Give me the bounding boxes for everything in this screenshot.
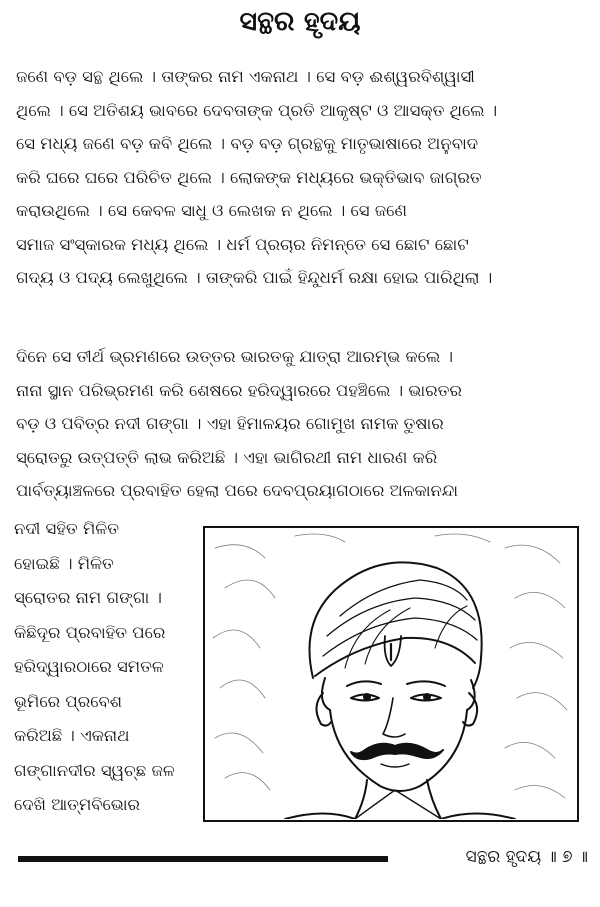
paragraph-line: ନାନା ସ୍ଥାନ ପରିଭ୍ରମଣ କରି ଶେଷରେ ହରିଦ୍ୱାରରେ ପହଞ୍ଚିଲେ । ଭାରତର <box>16 380 462 400</box>
paragraph-line: ଜଣେ ବଡ଼ ସନ୍ଥ ଥିଲେ । ତାଙ୍କର ନାମ ଏକନାଥ । ସେ ବଡ଼ ଈଶ୍ୱରବିଶ୍ୱାସୀ <box>16 67 475 86</box>
paragraph-line: ଭୂମିରେ ପ୍ରବେଶ <box>14 691 122 711</box>
shoulders <box>285 780 515 819</box>
paragraph-line: ଗଙ୍ଗାନଦୀର ସ୍ୱଚ୍ଛ ଜଳ <box>14 760 175 780</box>
paragraph-line: ଥିଲେ । ସେ ଅତିଶୟ ଭାବରେ ଦେବତାଙ୍କ ପ୍ରତି ଆକୃଷ୍ଟ ଓ ଆସକ୍ତ ଥିଲେ । <box>16 100 498 120</box>
page-title: ସନ୍ଥର ହୃଦୟ <box>239 6 361 37</box>
page-number: ॥ ୭ ॥ <box>546 847 588 867</box>
paragraph-line: କରିଅଛି । ଏକନାଥ <box>14 726 130 745</box>
paragraph-1 <box>16 60 586 295</box>
paragraph-line: ସ୍ରୋତରୁ ଉତ୍ପତ୍ତି ଲାଭ କରିଅଛି । ଏହା ଭାଗିରଥୀ ନାମ ଧାରଣ କରି <box>16 447 438 467</box>
footer-rule <box>18 856 388 862</box>
paragraph-line: ଦେଖି ଆତ୍ମବିଭୋର <box>14 795 141 814</box>
paragraph-line: ପାର୍ବତ୍ୟାଞ୍ଚଳରେ ପ୍ରବାହିତ ହେଲା ପରେ ଦେବପ୍ରୟାଗଠାରେ ଅଳକାନନ୍ଦା <box>16 481 459 500</box>
paragraph-line: କରି ଘରେ ଘରେ ପରିଚିତ ଥିଲେ । ଲୋକଙ୍କ ମଧ୍ୟରେ ଭକ୍ତିଭାବ ଜାଗ୍ରତ <box>16 167 482 187</box>
paragraph-line: ଗଦ୍ୟ ଓ ପଦ୍ୟ ଲେଖୁଥିଲେ । ତାଙ୍କରି ପାଇଁ ହିନ୍ଦୁଧର୍ମ ରକ୍ଷା ହୋଇ ପାରିଥିଲା । <box>16 268 493 287</box>
paragraph-line: କରାଉଥିଲେ । ସେ କେବଳ ସାଧୁ ଓ ଲେଖକ ନ ଥିଲେ । ସେ ଜଣେ <box>16 201 407 220</box>
page-footer <box>398 843 588 871</box>
paragraph-line: ବଡ଼ ଓ ପବିତ୍ର ନଦୀ ଗଙ୍ଗା । ଏହା ହିମାଳୟର ଗୋମୁଖ ନାମକ ତୁଷାର <box>16 414 444 433</box>
paragraph-line: ସେ ମଧ୍ୟ ଜଣେ ବଡ଼ କବି ଥିଲେ । ବଡ଼ ବଡ଼ ଗ୍ରନ୍ଥକୁ ମାତୃଭାଷାରେ ଅନୁବାଦ <box>16 134 479 153</box>
paragraph-3 <box>14 512 194 823</box>
paragraph-line: ନଦୀ ସହିତ ମିଳିତ <box>14 519 119 538</box>
paragraph-line: ସ୍ରୋତର ନାମ ଗଙ୍ଗା । <box>14 588 162 607</box>
paragraph-line: ଦିନେ ସେ ତୀର୍ଥ ଭ୍ରମଣରେ ଉତ୍ତର ଭାରତକୁ ଯାତ୍ରା ଆରମ୍ଭ କଲେ । <box>16 347 454 366</box>
paragraph-line: ସମାଜ ସଂସ୍କାରକ ମଧ୍ୟ ଥିଲେ । ଧର୍ମ ପ୍ରଚାର ନିମନ୍ତେ ସେ ଛୋଟ ଛୋଟ <box>16 234 469 254</box>
paragraph-line: ହରିଦ୍ୱାରଠାରେ ସମତଳ <box>14 657 164 676</box>
turban <box>309 562 481 688</box>
paragraph-line: କିଛିଦୂର ପ୍ରବାହିତ ପରେ <box>14 622 166 642</box>
paragraph-2 <box>16 340 586 508</box>
running-title: ସନ୍ଥର ହୃଦୟ <box>465 847 542 867</box>
paragraph-line: ହୋଇଛି । ମିଳିତ <box>14 553 114 573</box>
saint-portrait-illustration <box>203 526 579 822</box>
